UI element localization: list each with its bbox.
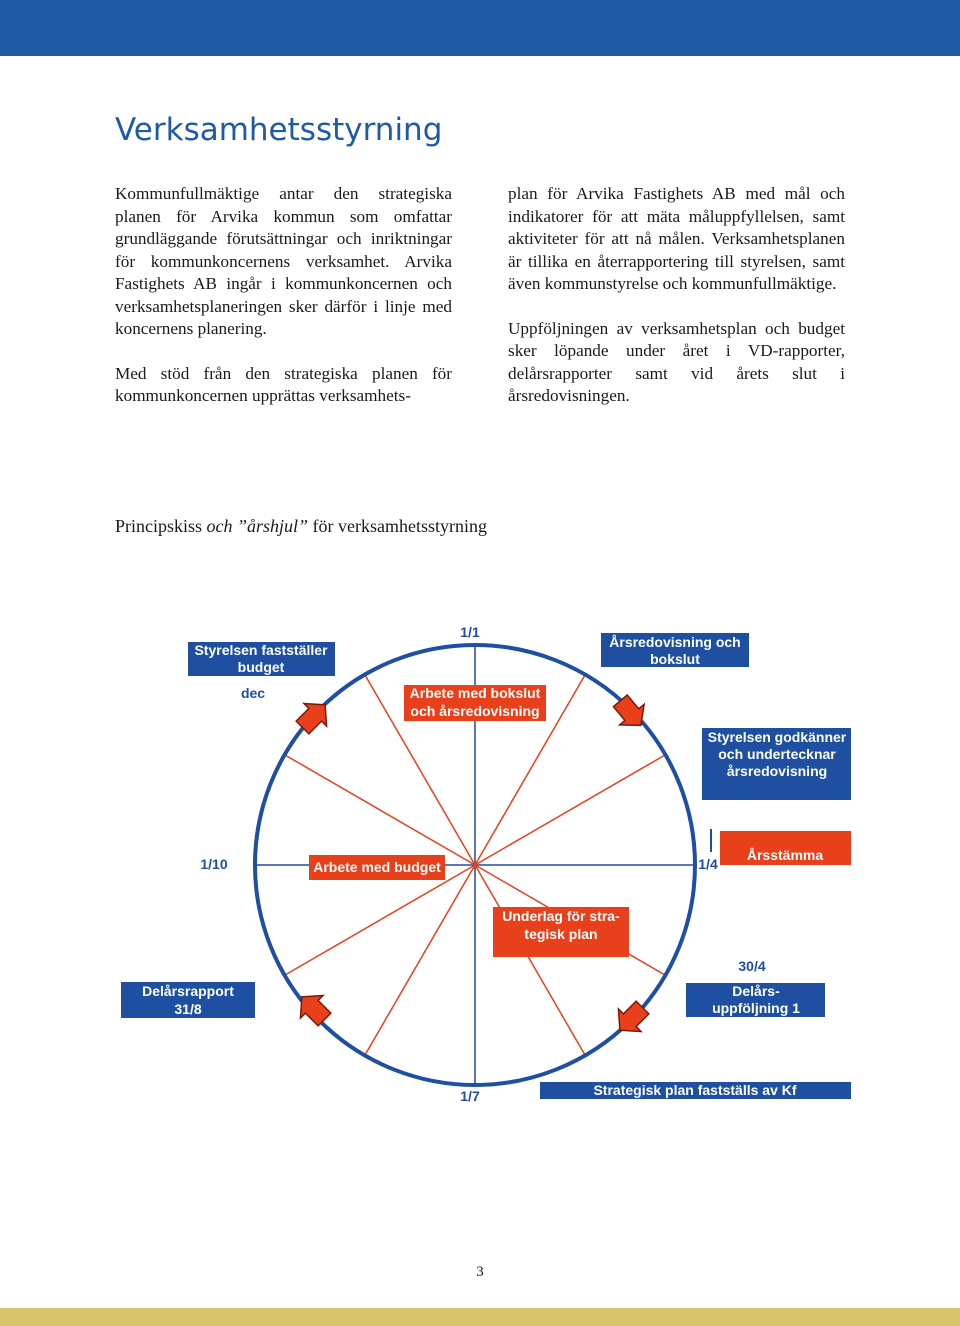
spoke-red-4	[475, 755, 665, 865]
caption-text-end: för verksamhetsstyrning	[308, 516, 488, 536]
svg-text:Årsredovisning och: Årsredovisning och	[609, 634, 741, 650]
text-column-right	[508, 183, 845, 430]
caption-italic: och ”årshjul”	[206, 516, 309, 536]
svg-text:bokslut: bokslut	[650, 651, 700, 667]
svg-text:Arbete med budget: Arbete med budget	[313, 859, 441, 875]
paragraph: Med stöd från den strategiska planen för kommunkoncernen upprättas verksamhets-	[115, 363, 452, 405]
paragraph: plan för Arvika Fastighets AB med mål och indikatorer för att mäta måluppfyllelsen, samt aktiviteter för att nå målen. Verksamhetsplanen är tillika en återrapportering till styrelsen, samt även kommunstyrelse och kommunfullmäktige.	[508, 184, 845, 293]
header-band	[0, 0, 960, 56]
date-label: 1/4	[698, 856, 718, 872]
box-budget-work	[309, 855, 445, 880]
spoke-red-2	[285, 755, 475, 865]
svg-text:Delårsrapport: Delårsrapport	[142, 983, 234, 999]
caption-text: Principskiss	[115, 516, 207, 536]
svg-text:årsredovisning: årsredovisning	[726, 763, 828, 779]
box-board-approval	[702, 728, 851, 800]
svg-text:Arbete med bokslut: Arbete med bokslut	[409, 685, 541, 701]
svg-text:Underlag för stra-: Underlag för stra-	[502, 908, 620, 924]
svg-text:Årsstämma: Årsstämma	[746, 847, 824, 863]
footer-band	[0, 1308, 960, 1326]
box-annual-report	[601, 633, 749, 667]
text-column-left	[115, 183, 452, 430]
box-agm	[720, 831, 851, 865]
svg-text:och undertecknar: och undertecknar	[718, 746, 836, 762]
annual-wheel-diagram	[0, 600, 960, 1120]
box-closing-work	[404, 685, 546, 721]
box-budget-decision	[188, 642, 335, 676]
page-title: Verksamhetsstyrning	[115, 112, 443, 148]
svg-text:Strategisk plan fastställs av: Strategisk plan fastställs av Kf	[593, 1082, 797, 1098]
date-label: 1/7	[460, 1088, 480, 1104]
spoke-red-7	[365, 865, 475, 1055]
paragraph: Kommunfullmäktige antar den strategiska planen för Arvika kommun som omfattar grundläggande förutsättningar och inriktningar för kommunkoncernens verksamhet. Arvika Fastighets AB ingår i kommunkoncernen och verksamhetsplaneringen sker därför i linje med koncernens planering.	[115, 184, 452, 338]
box-interim-followup	[686, 983, 825, 1017]
svg-text:Styrelsen godkänner: Styrelsen godkänner	[707, 729, 847, 745]
svg-text:tegisk plan: tegisk plan	[524, 926, 598, 942]
svg-text:Styrelsen fastställer: Styrelsen fastställer	[194, 642, 328, 658]
page-number: 3	[476, 1264, 484, 1280]
svg-text:uppföljning 1: uppföljning 1	[712, 1000, 800, 1016]
svg-text:31/8: 31/8	[174, 1001, 202, 1017]
box-strategic-plan	[540, 1082, 851, 1099]
date-label: dec	[240, 685, 266, 701]
date-label: 1/10	[200, 856, 228, 872]
svg-text:Delårs-: Delårs-	[732, 983, 780, 999]
date-label: 30/4	[738, 958, 766, 974]
spoke-red-8	[285, 865, 475, 975]
date-label: 1/1	[460, 624, 480, 640]
box-interim-report	[121, 982, 255, 1018]
figure-caption	[115, 516, 487, 537]
svg-text:och årsredovisning: och årsredovisning	[410, 703, 540, 719]
box-strategic-basis	[493, 907, 629, 957]
svg-text:budget: budget	[237, 659, 285, 675]
paragraph: Uppföljningen av verksamhetsplan och budget sker löpande under året i VD-rapporter, delårsrapporter samt vid årets slut i årsredovisningen.	[508, 318, 845, 405]
spoke-red-6	[475, 865, 585, 1055]
